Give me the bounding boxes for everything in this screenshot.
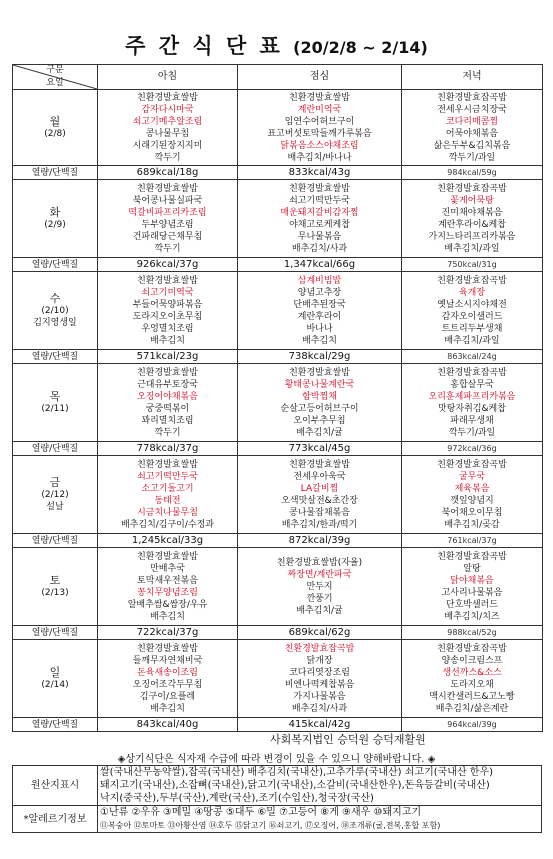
menu-item: 닭볶음소스야채조림 [280, 140, 359, 151]
dinner-menu [402, 364, 543, 442]
menu-item: 어묵야채볶음 [445, 128, 499, 139]
menu-item: 북어콩나물실파국 [132, 195, 203, 206]
menu-item: 배추김치 [150, 703, 185, 714]
origin-allergy-table [12, 765, 542, 833]
menu-item: 콩나물잡채볶음 [289, 507, 350, 518]
day-name: 수 [49, 291, 61, 305]
menu-item: 떡갈비파프리카조림 [128, 207, 207, 218]
kcal-label: 열량/단백질 [13, 626, 98, 640]
menu-item: 친환경발효쌀밥 [137, 551, 198, 562]
menu-item: 닭개장 [306, 655, 333, 666]
menu-item: 돈육새송이조림 [137, 667, 198, 678]
menu-item: 만배추국 [150, 563, 185, 574]
menu-item: 감자다시마국 [141, 104, 194, 115]
dinner-menu [402, 272, 543, 350]
division-header [13, 65, 98, 90]
lunch-kcal: 738kcal/29g [238, 350, 402, 364]
menu-item: 단배추된장국 [293, 299, 346, 310]
menu-item: 배추김치 [302, 335, 337, 346]
lunch-menu [238, 364, 402, 442]
menu-item: 친환경발효쌀밥(자율) [276, 557, 363, 568]
menu-item: 북어채오이무침 [441, 507, 503, 518]
menu-item: 파래무생채 [450, 415, 494, 426]
menu-item: 친환경발효쌀밥 [137, 459, 198, 470]
lunch-menu [238, 640, 402, 718]
day-date: (2/13) [41, 587, 69, 598]
menu-item: 진미채야채볶음 [441, 207, 503, 218]
day-cell [13, 364, 98, 442]
kcal-row [13, 258, 543, 272]
menu-item: 콩나물무침 [145, 128, 190, 139]
day-cell [13, 640, 98, 718]
breakfast-kcal: 722kcal/37g [98, 626, 238, 640]
lunch-menu [238, 90, 402, 166]
menu-item: 궁중떡볶이 [145, 403, 190, 414]
lunch-kcal: 415kcal/42g [238, 718, 402, 732]
day-cell [13, 548, 98, 626]
menu-item: 김구이/요플레 [139, 691, 196, 702]
menu-item: 알배추쌈&쌈장/우유 [127, 599, 208, 610]
menu-item: 들깨무자연채비국 [132, 655, 203, 666]
menu-item: 친환경발효잡곡밥 [437, 551, 507, 562]
menu-item: 비엔나떡케찹볶음 [284, 679, 355, 690]
menu-item: 계란후라이&케찹 [438, 219, 506, 230]
menu-item: 도라지오채 [450, 679, 494, 690]
lunch-menu [238, 272, 402, 350]
day-row [13, 180, 543, 258]
kcal-row [13, 442, 543, 456]
menu-item: 건파래당근채무침 [132, 231, 203, 242]
menu-body [13, 90, 543, 732]
menu-item: 쇠고기메추알조림 [132, 116, 203, 127]
menu-item: 친환경발효쌀밥 [137, 275, 198, 286]
menu-item: 임연수어허브구이 [284, 116, 355, 127]
lunch-kcal: 773kcal/45g [238, 442, 402, 456]
day-name: 일 [49, 665, 61, 679]
day-name: 토 [49, 573, 61, 587]
day-row [13, 272, 543, 350]
day-date: (2/9) [44, 219, 66, 230]
menu-item: 오징어야채볶음 [137, 391, 198, 402]
menu-item: 깍두기 [154, 243, 181, 254]
origin-line: 낙지(중국산),두부(국산),계란(국산),조기(수입산),청국장(국산) [100, 793, 374, 804]
menu-item: 쇠고기떡만두국 [137, 471, 198, 482]
day-date: (2/11) [41, 403, 69, 414]
origin-line: 돼지고기(국내산),소잡뼈(국내산),닭고기(국내산),소갈비(국내산한우),돈육등갈비(국내산) [100, 780, 490, 791]
day-name: 금 [49, 475, 61, 489]
menu-item: 깍두기 [154, 427, 181, 438]
kcal-label: 열량/단백질 [13, 166, 98, 180]
menu-item: 깍두기/과일 [448, 152, 496, 163]
menu-item: 친환경발효잡곡밥 [437, 183, 507, 194]
menu-item: 감자오이샐러드 [441, 311, 503, 322]
dinner-header: 저녁 [402, 65, 543, 90]
menu-item: 전세우시금치장국 [437, 104, 507, 115]
menu-item: 알탕 [463, 563, 481, 574]
notice-text: ◈상기식단은 식자재 수급에 따라 변경이 있을 수 있으니 양해바랍니다. ◈ [117, 754, 436, 765]
menu-item: 친환경발효잡곡밥 [437, 275, 507, 286]
menu-item: 친환경발효잡곡밥 [437, 643, 507, 654]
menu-item: 친환경발효잡곡밥 [437, 92, 507, 103]
menu-item: 토막새우전볶음 [137, 575, 198, 586]
menu-item: 닭야채볶음 [450, 575, 494, 586]
kcal-row [13, 166, 543, 180]
menu-item: 만두지 [306, 581, 333, 592]
organization-name: 사회복지법인 승덕원 승덕재활원 [270, 733, 426, 746]
menu-item: 양송이크림스프 [441, 655, 503, 666]
menu-item: 매운돼지갈비감자찜 [280, 207, 359, 218]
day-cell [13, 456, 98, 534]
lunch-menu [238, 456, 402, 534]
allergy-line: ⑪복숭아 ⑫토마토 ⑬아황산염 ⑭호두 ⑮닭고기 ⑯쇠고기, ⑰오징어, ⑱조개류(굴,전복,홍합 포함) [100, 821, 441, 830]
menu-item: 가지느타리프리카볶음 [428, 231, 516, 242]
kcal-row [13, 534, 543, 548]
menu-item: 단호박샐러드 [445, 599, 499, 610]
menu-item: 육개장 [458, 287, 486, 298]
kcal-label: 열량/단백질 [13, 258, 98, 272]
breakfast-menu [98, 640, 238, 718]
menu-item: 배추김치 [150, 611, 185, 622]
lunch-menu [238, 548, 402, 626]
breakfast-menu [98, 456, 238, 534]
menu-item: 동태전 [154, 495, 181, 506]
breakfast-kcal: 843kcal/40g [98, 718, 238, 732]
day-date: (2/8) [44, 128, 66, 139]
menu-item: 시래기된장지지미 [132, 140, 203, 151]
menu-item: 도라지오이초무침 [132, 311, 203, 322]
breakfast-kcal: 926kcal/37g [98, 258, 238, 272]
menu-item: 계란후라이 [297, 311, 342, 322]
origin-content [98, 766, 542, 806]
menu-item: 오리훈제파프리카볶음 [428, 391, 516, 402]
menu-item: 친환경발효쌀밥 [137, 367, 198, 378]
menu-item: LA갈비찜 [300, 483, 339, 494]
day-date: (2/14) [41, 679, 69, 690]
breakfast-menu [98, 90, 238, 166]
menu-item: 오징어조각두무침 [132, 679, 203, 690]
lunch-kcal: 1,347kcal/66g [238, 258, 402, 272]
menu-item: 친환경발효쌀밥 [289, 367, 350, 378]
breakfast-header: 아침 [98, 65, 238, 90]
dinner-menu [402, 180, 543, 258]
day-date: (2/10) [41, 305, 69, 316]
breakfast-menu [98, 548, 238, 626]
menu-item: 무나물볶음 [297, 231, 342, 242]
menu-item: 친환경발효쌀밥 [137, 92, 198, 103]
menu-item: 삶은두부&김치볶음 [433, 140, 511, 151]
kcal-label: 열량/단백질 [13, 534, 98, 548]
division-bottom-label: 요일 [46, 78, 64, 88]
kcal-row [13, 350, 543, 364]
lunch-kcal: 872kcal/39g [238, 534, 402, 548]
menu-item: 친환경발효잡곡밥 [437, 367, 507, 378]
dinner-kcal: 964kcal/39g [402, 718, 543, 732]
menu-item: 전세우아욱국 [293, 471, 346, 482]
menu-item: 옛날소시지야채전 [437, 299, 507, 310]
kcal-label: 열량/단백질 [13, 718, 98, 732]
menu-item: 고사리나물볶음 [441, 587, 503, 598]
menu-item: 깍두기 [154, 152, 181, 163]
menu-item: 배추김치/한과/떡기 [281, 519, 358, 530]
menu-item: 바나나 [306, 323, 333, 334]
allergy-line: ①난류 ②우유 ③메밀 ④땅콩 ⑤대두 ⑥밀 ⑦고등어 ⑧게 ⑨새우 ⑩돼지고기 [100, 807, 422, 818]
menu-item: 코다리엿장조림 [289, 667, 350, 678]
date-range: (20/2/8 ~ 2/14) [293, 38, 428, 57]
kcal-row [13, 718, 543, 732]
menu-item: 배추김치/사과 [291, 703, 348, 714]
lunch-kcal: 689kcal/62g [238, 626, 402, 640]
menu-item: 친환경발효잡곡밥 [437, 459, 507, 470]
menu-item: 표고버섯토막들깨가루볶음 [267, 128, 372, 139]
dinner-menu [402, 548, 543, 626]
day-cell [13, 90, 98, 166]
menu-item: 삼계비빔밥 [297, 275, 342, 286]
menu-item: 배추김치/김구이/수정과 [120, 519, 214, 530]
menu-item: 배추김치/곶감 [444, 519, 500, 530]
menu-item: 배추김치/귤 [296, 427, 343, 438]
day-row [13, 640, 543, 718]
day-row [13, 456, 543, 534]
menu-item: 배추김치/과일 [444, 335, 500, 346]
menu-item: 황태콩나물계란국 [284, 379, 355, 390]
breakfast-kcal: 689kcal/18g [98, 166, 238, 180]
menu-item: 가지나물볶음 [293, 691, 346, 702]
day-name: 화 [49, 205, 61, 219]
menu-item: 친환경발효쌀밥 [137, 183, 198, 194]
menu-item: 쇠고기떡만두국 [289, 195, 350, 206]
lunch-header: 점심 [238, 65, 402, 90]
menu-item: 친환경발효쌀밥 [289, 92, 350, 103]
menu-item: 홍합살무국 [450, 379, 494, 390]
kcal-row [13, 626, 543, 640]
dinner-kcal: 972kcal/36g [402, 442, 543, 456]
menu-item: 트트리두부생채 [441, 323, 503, 334]
breakfast-menu [98, 180, 238, 258]
lunch-menu [238, 180, 402, 258]
menu-item: 순살고등어허브구이 [280, 403, 359, 414]
weekly-menu-table [12, 64, 543, 732]
menu-item: 짜장면/계란파국 [287, 569, 352, 580]
menu-item: 배추김치/과일 [444, 243, 500, 254]
day-row [13, 548, 543, 626]
menu-item: 배추김치 [150, 335, 185, 346]
menu-item: 쇠고기미역국 [141, 287, 194, 298]
dinner-kcal: 750kcal/31g [402, 258, 543, 272]
menu-item: 시금치나물무침 [137, 507, 198, 518]
menu-item: 코다리매콤찜 [445, 116, 499, 127]
kcal-label: 열량/단백질 [13, 442, 98, 456]
menu-item: 야채고로케케찹 [289, 219, 350, 230]
menu-item: 오이부추무침 [293, 415, 346, 426]
menu-item: 깐풍기 [306, 593, 333, 604]
menu-item: 배추김치/삶은계란 [435, 703, 509, 714]
menu-item: 생선까스&소스 [442, 667, 502, 678]
menu-item: 꽃게어묵탕 [450, 195, 494, 206]
menu-item: 배추김치/귤 [296, 605, 343, 616]
breakfast-menu [98, 272, 238, 350]
kcal-label: 열량/단백질 [13, 350, 98, 364]
menu-item: 친환경발효쌀밥 [289, 459, 350, 470]
page-title [0, 30, 553, 60]
menu-item: 굴무국 [458, 471, 486, 482]
dinner-menu [402, 90, 543, 166]
menu-item: 함박찜채 [302, 391, 337, 402]
dinner-kcal: 863kcal/24g [402, 350, 543, 364]
menu-item: 배추김치/사과 [291, 243, 348, 254]
dinner-kcal: 988kcal/52g [402, 626, 543, 640]
division-top-label: 구분 [46, 65, 64, 75]
menu-item: 부들어묵양파볶음 [132, 299, 203, 310]
day-note: 설날 [46, 501, 64, 512]
dinner-kcal: 761kcal/37g [402, 534, 543, 548]
dinner-menu [402, 456, 543, 534]
day-row [13, 90, 543, 166]
menu-item: 친환경발효쌀밥 [137, 643, 198, 654]
day-row [13, 364, 543, 442]
menu-item: 배추김치/치즈 [444, 611, 500, 622]
menu-item: 우엉멸치조림 [141, 323, 194, 334]
breakfast-kcal: 778kcal/37g [98, 442, 238, 456]
menu-item: 깍두기/과일 [448, 427, 496, 438]
day-date: (2/12) [41, 489, 69, 500]
menu-item: 계란미역국 [297, 104, 342, 115]
menu-item: 꽁치무양념조림 [137, 587, 198, 598]
menu-item: 양념고추장 [297, 287, 342, 298]
menu-item: 맛탕자취김&케찹 [438, 403, 506, 414]
menu-item: 친환경발효쌀밥 [289, 183, 350, 194]
menu-item: 깻잎양념지 [450, 495, 494, 506]
menu-item: 꽈리멸치조림 [141, 415, 194, 426]
menu-item: 오색맛살전&초간장 [281, 495, 358, 506]
dinner-menu [402, 640, 543, 718]
title-text: 주 간 식 단 표 [125, 34, 283, 58]
menu-item: 제육볶음 [454, 483, 490, 494]
day-name: 월 [49, 114, 61, 128]
menu-item: 배추김치/바나나 [287, 152, 352, 163]
allergy-content [98, 806, 542, 833]
menu-item: 두부양념조림 [141, 219, 194, 230]
menu-item: 근대유부토장국 [137, 379, 198, 390]
menu-item: 친환경발효잡곡밥 [284, 643, 355, 654]
menu-item: 맥시칸샐러드&고노빵 [429, 691, 515, 702]
day-note: 김지영생일 [33, 317, 77, 328]
breakfast-kcal: 1,245kcal/33g [98, 534, 238, 548]
day-name: 목 [49, 389, 61, 403]
lunch-kcal: 833kcal/43g [238, 166, 402, 180]
dinner-kcal: 984kcal/59g [402, 166, 543, 180]
breakfast-menu [98, 364, 238, 442]
allergy-label: *알레르기정보 [13, 806, 98, 833]
breakfast-kcal: 571kcal/23g [98, 350, 238, 364]
day-cell [13, 180, 98, 258]
origin-line: 쌀(국내산무농약쌀),잡곡(국내산) 배추김치(국내산),고추가루(국내산) 쇠고기(국내산 한우) [100, 767, 494, 778]
origin-label: 원산지표시 [13, 766, 98, 806]
menu-item: 소고기돌고기 [141, 483, 194, 494]
day-cell [13, 272, 98, 350]
